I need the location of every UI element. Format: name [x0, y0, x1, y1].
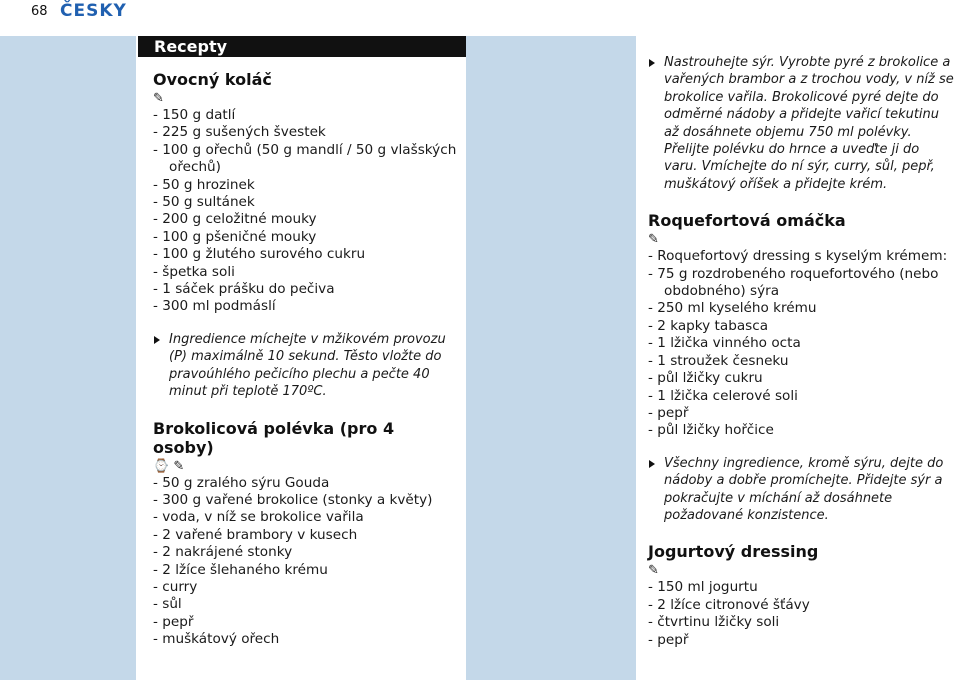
recipe-roquefort-sauce: [648, 211, 954, 524]
left-color-strip: [0, 36, 136, 680]
instruction-text: Všechny ingredience, kromě sýru, dejte do nádoby a dobře promíchejte. Přidejte sýr a pokračujte v míchání až dosáhnete požadované konzistence.: [664, 455, 944, 523]
list-item: - 150 ml jogurtu: [648, 579, 954, 596]
mixer-icon: ✎: [153, 91, 164, 106]
list-item: - 100 g pšeničné mouky: [153, 229, 459, 246]
list-item: - pepř: [648, 632, 954, 649]
list-item: - voda, v níž se brokolice vařila: [153, 509, 459, 526]
list-item: - 300 g vařené brokolice (stonky a květy): [153, 492, 459, 509]
list-item: - špetka soli: [153, 264, 459, 281]
recipe-title: Jogurtový dressing: [648, 542, 819, 562]
mixer-icon: ✎: [648, 563, 659, 579]
recipe-title: Brokolicová polévka (pro 4 osoby): [153, 418, 395, 457]
mixer-icon: ✎: [648, 232, 659, 248]
list-item: - 150 g datlí: [153, 107, 459, 124]
triangle-bullet-icon: [649, 460, 655, 468]
recipe-title: Roquefortová omáčka: [648, 211, 846, 231]
middle-color-strip: [466, 36, 636, 680]
triangle-bullet-icon: [649, 59, 655, 67]
list-item: - sůl: [153, 596, 459, 613]
instruction-step: [648, 54, 954, 193]
list-item: - 50 g sultánek: [153, 194, 459, 211]
language-label: ČESKY: [60, 1, 127, 21]
list-item: - muškátový ořech: [153, 631, 459, 648]
blender-and-mixer-icon: ⌚ ✎: [153, 458, 185, 474]
recipe-broccoli-soup: [153, 419, 459, 649]
recipe-title: Ovocný koláč: [153, 70, 272, 89]
list-item: - 200 g celožitné mouky: [153, 211, 459, 228]
page-number: 68: [31, 4, 48, 19]
list-item: - 300 ml podmáslí: [153, 298, 459, 315]
list-item: - 75 g rozdrobeného roquefortového (nebo obdobného) sýra: [648, 266, 954, 301]
list-item: - pepř: [648, 405, 954, 422]
instruction-text: Ingredience míchejte v mžikovém provozu (P) maximálně 10 sekund. Těsto vložte do pravoúhlého pečicího plechu a pečte 40 minut při teplotě 170ºC.: [169, 331, 446, 400]
list-item: - 1 lžička vinného octa: [648, 335, 954, 352]
left-column: [153, 70, 459, 649]
ingredient-list: [648, 579, 954, 649]
right-column: [648, 54, 954, 649]
instruction-step: [648, 455, 954, 525]
list-item: - 2 nakrájené stonky: [153, 544, 459, 561]
instruction-text: Nastrouhejte sýr. Vyrobte pyré z brokolice a vařených brambor a z trochou vody, v níž se brokolice vařila. Brokolicové pyré dejte do odměrné nádoby a přidejte vařicí tekutinu až dosáhnete objemu 750 ml polévky. Přelijte polévku do hrnce a uveďte ji do varu. Vmíchejte do ní sýr, curry, sůl, pepř, muškátový oříšek a přidejte krém.: [664, 55, 954, 192]
ingredient-list: [648, 248, 954, 439]
recipe-yogurt-dressing: [648, 542, 954, 649]
list-item: - půl lžičky cukru: [648, 370, 954, 387]
triangle-bullet-icon: [154, 336, 160, 344]
list-item: - 2 vařené brambory v kusech: [153, 527, 459, 544]
list-item: - 2 kapky tabasca: [648, 318, 954, 335]
list-item: - pepř: [153, 614, 459, 631]
list-item: - Roquefortový dressing s kyselým krémem:: [648, 248, 954, 265]
recipe-fruit-cake: [153, 70, 459, 401]
instruction-step: [153, 331, 459, 401]
ingredient-list: [153, 475, 459, 649]
list-item: - čtvrtinu lžičky soli: [648, 614, 954, 631]
list-item: - půl lžičky hořčice: [648, 422, 954, 439]
list-item: - 2 lžíce šlehaného krému: [153, 562, 459, 579]
list-item: - 225 g sušených švestek: [153, 124, 459, 141]
section-title: Recepty: [138, 36, 466, 57]
list-item: - 100 g žlutého surového cukru: [153, 246, 459, 263]
list-item: - 2 lžíce citronové šťávy: [648, 597, 954, 614]
list-item: - 1 sáček prášku do pečiva: [153, 281, 459, 298]
list-item: - 50 g zralého sýru Gouda: [153, 475, 459, 492]
list-item: - 1 stroužek česneku: [648, 353, 954, 370]
list-item: - 1 lžička celerové soli: [648, 388, 954, 405]
ingredient-list: [153, 107, 459, 316]
list-item: - 50 g hrozinek: [153, 177, 459, 194]
list-item: - 250 ml kyselého krému: [648, 300, 954, 317]
list-item: - 100 g ořechů (50 g mandlí / 50 g vlašských ořechů): [153, 142, 459, 177]
list-item: - curry: [153, 579, 459, 596]
